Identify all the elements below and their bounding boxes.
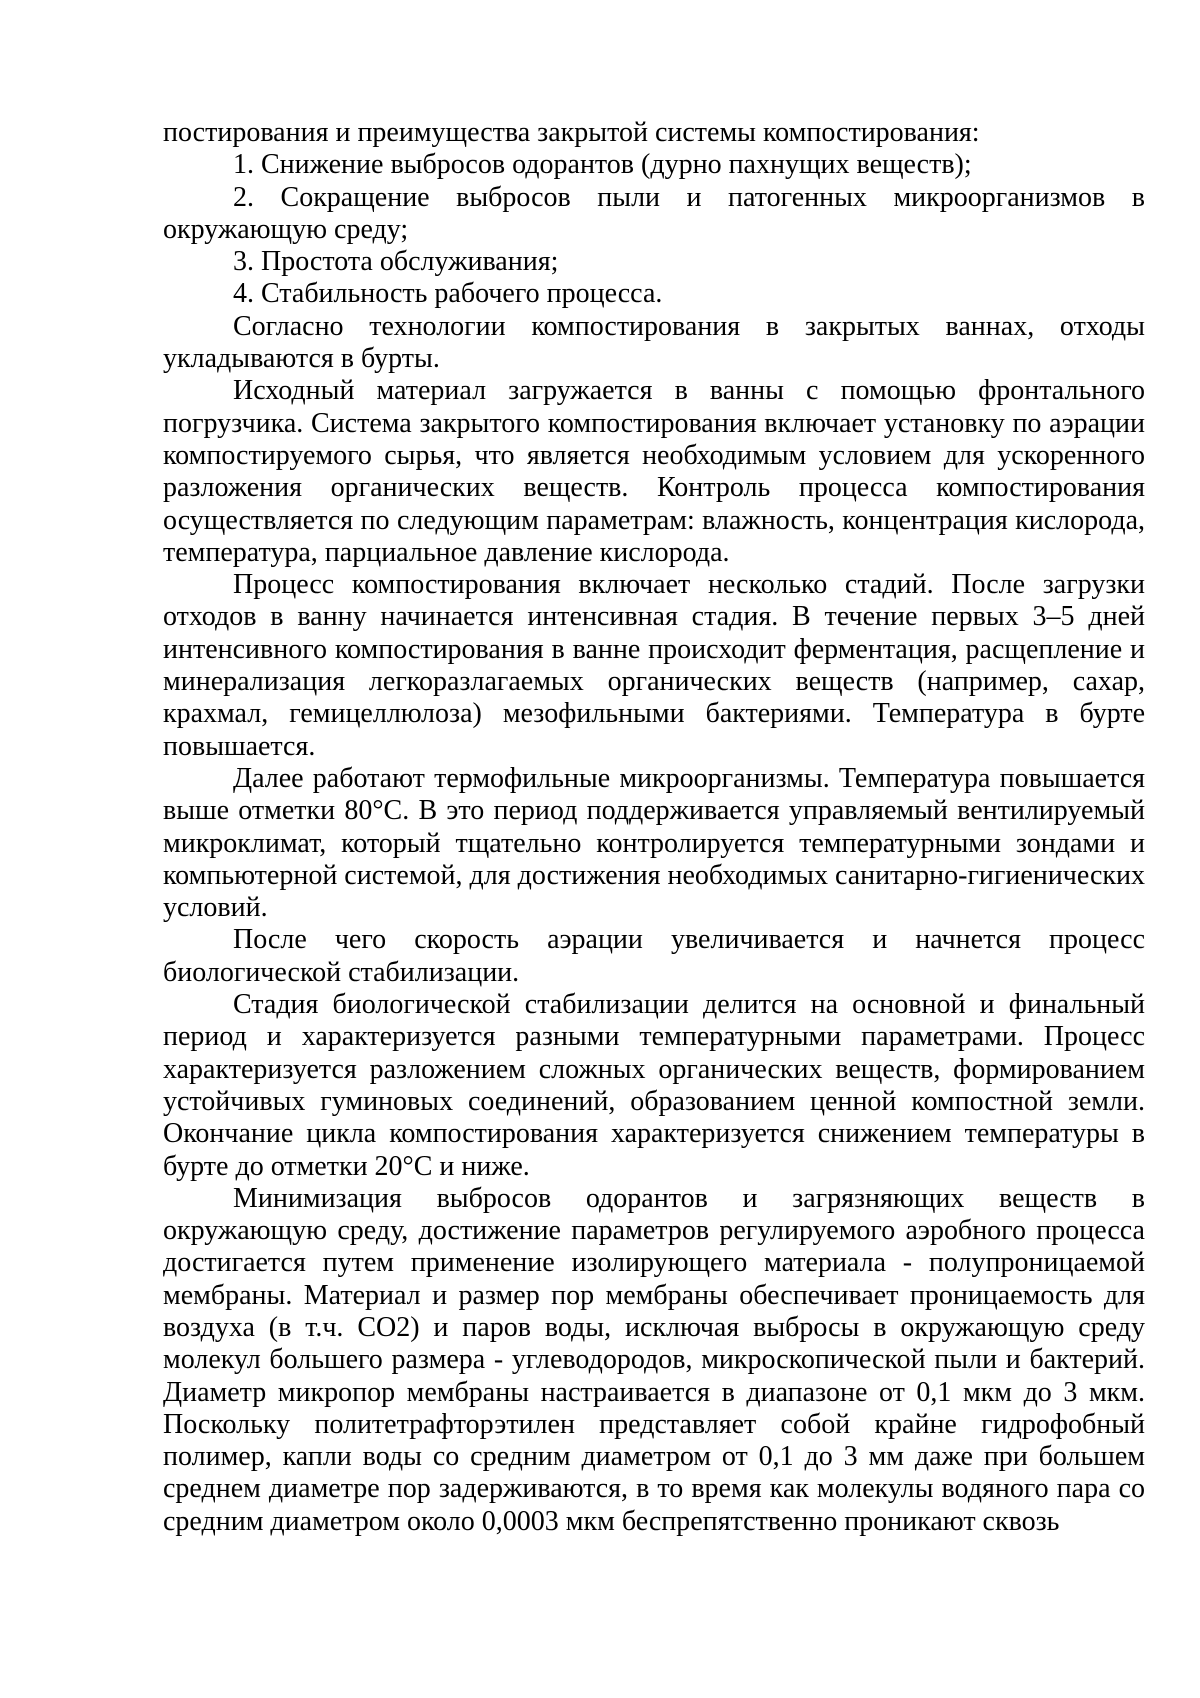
paragraph: После чего скорость аэрации увеличивается и начнется процесс биологической стабилизации.: [163, 924, 1145, 988]
paragraph: Исходный материал загружается в ванны с помощью фронтального погрузчика. Система закрытого компостирования включает установку по аэрации компостируемого сырья, что является необходимым условием для ускоренного разложения органических веществ. Контроль процесса компостирования осуществляется по следующим параметрам: влажность, концентрация кислорода, температура, парциальное давление кислорода.: [163, 375, 1145, 568]
paragraph: Далее работают термофильные микроорганизмы. Температура повышается выше отметки 80°С. В это период поддерживается управляемый вентилируемый микроклимат, который тщательно контролируется температурными зондами и компьютерной системой, для достижения необходимых санитарно-гигиенических условий.: [163, 762, 1145, 924]
paragraph: Процесс компостирования включает несколько стадий. После загрузки отходов в ванну начинается интенсивная стадия. В течение первых 3–5 дней интенсивного компостирования в ванне происходит ферментация, расщепление и минерализация легкоразлагаемых органических веществ (например, сахар, крахмал, гемицеллюлоза) мезофильными бактериями. Температура в бурте повышается.: [163, 569, 1145, 762]
list-item: 3. Простота обслуживания;: [233, 246, 559, 278]
list-item: 1. Снижение выбросов одорантов (дурно пахнущих веществ);: [233, 149, 972, 181]
paragraph: Согласно технологии компостирования в закрытых ваннах, отходы укладываются в бурты.: [163, 310, 1145, 375]
paragraph: Стадия биологической стабилизации делится на основной и финальный период и характеризуется разными температурными параметрами. Процесс характеризуется разложением сложных органических веществ, формированием устойчивых гуминовых соединений, образованием ценной компостной земли. Окончание цикла компостирования характеризуется снижением температуры в бурте до отметки 20°С и ниже.: [163, 989, 1145, 1182]
paragraph: постирования и преимущества закрытой системы компостирования:: [163, 117, 980, 148]
list-item: 4. Стабильность рабочего процесса.: [233, 278, 663, 310]
document-body: [163, 117, 1145, 1538]
list-item: 2. Сокращение выбросов пыли и патогенных микроорганизмов в окружающую среду;: [163, 181, 1145, 245]
paragraph: Минимизация выбросов одорантов и загрязняющих веществ в окружающую среду, достижение параметров регулируемого аэробного процесса достигается путем применение изолирующего материала - полупроницаемой мембраны. Материал и размер пор мембраны обеспечивает проницаемость для воздуха (в т.ч. СО2) и паров воды, исключая выбросы в окружающую среду молекул большего размера - углеводородов, микроскопической пыли и бактерий. Диаметр микропор мембраны настраивается в диапазоне от 0,1 мкм до 3 мкм. Поскольку политетрафторэтилен представляет собой крайне гидрофобный полимер, капли воды со средним диаметром от 0,1 до 3 мм даже при большем среднем диаметре пор задерживаются, в то время как молекулы водяного пара со средним диаметром около 0,0003 мкм беспрепятственно проникают сквозь: [163, 1182, 1145, 1537]
